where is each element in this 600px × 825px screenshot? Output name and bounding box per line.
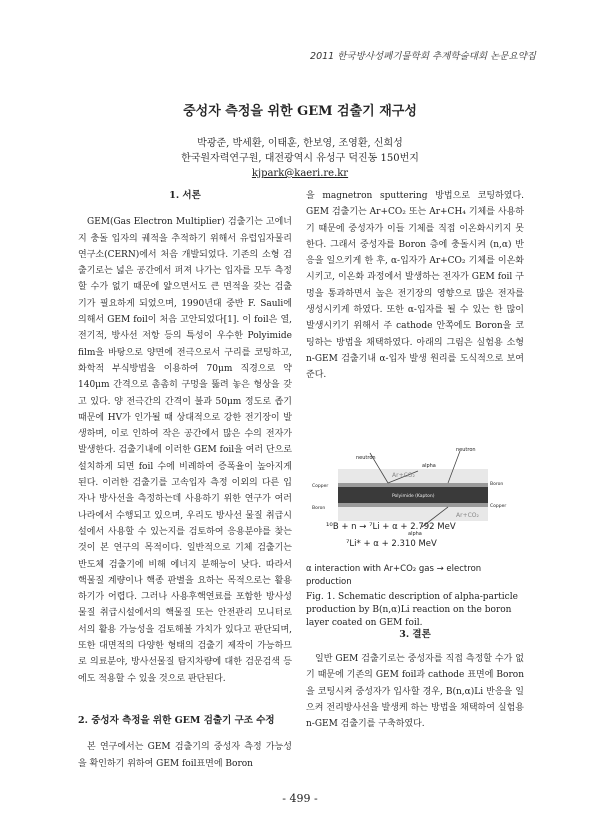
paper-title: 중성자 측정을 위한 GEM 검출기 재구성	[183, 104, 417, 119]
section-2-heading: 2. 중성자 측정을 위한 GEM 검출기 구조 수정	[78, 714, 275, 726]
page-number: - 499 -	[282, 792, 318, 805]
figure-subcaption: α interaction with Ar+CO₂ gas → electron production	[306, 564, 482, 587]
proceedings-header: 2011 한국방사성폐기물학회 추계학술대회 논문요약집	[310, 51, 536, 62]
email-link[interactable]: kjpark@kaeri.re.kr	[251, 168, 349, 179]
section-1-heading: 1. 서론	[169, 190, 201, 201]
author-block	[0, 136, 600, 181]
reaction-equation-2: ⁷Li* + α + 2.310 MeV	[346, 539, 437, 549]
section-3-body: 일반 GEM 검출기로는 중성자를 직접 측정할 수가 없기 때문에 기존의 GEM foil과 cathode 표면에 Boron을 코팅시켜 중성자가 입사할 경우, B(n,α)Li 반응을 일으켜 전리방사선을 발생케 하는 방법을 채택하여 실험용 n-GEM 검출기를 구축하였다.	[306, 654, 524, 730]
section-2-continued: 을 magnetron sputtering 방법으로 코팅하였다. GEM 검출기는 Ar+CO₂ 또는 Ar+CH₄ 기체를 사용하기 때문에 중성자가 이들 기체를 직접 이온화시키지 못한다. 그래서 중성자를 Boron 층에 충돌시켜 (n,α) 반응을 일으키게 한 후, α-입자가 Ar+CO₂ 기체를 이온화시키고, 이온화 과정에서 발생하는 전자가 GEM foil 구멍을 통과하면서 높은 전기장의 영향으로 많은 전자를 생성시키게 하였다. 또한 α-입자를 될 수 있는 한 많이 발생시키기 위해서 주 cathode 안쪽에도 Boron을 코팅하는 방법을 채택하였다. 아래의 그림은 실험용 소형 n-GEM 검출기내 α-입자 발생 원리를 도식적으로 보여준다.	[306, 191, 524, 381]
section-1-body: GEM(Gas Electron Multiplier) 검출기는 고에너지 충돌 입자의 궤적을 추적하기 위해서 유럽입자물리연구소(CERN)에서 처음 개발되었다. 기존의 소형 검출기로는 넓은 공간에서 퍼져 나가는 입자를 모두 측정할 수가 없기 때문에 얇으면서도 큰 면적을 갖는 검출기가 필요하게 되었으며, 1990년대 중반 F. Sauli에 의해서 GEM foil이 처음 고안되었다[1]. 이 foil은 열, 전기적, 방사선 저항 등의 특성이 우수한 Polyimide film을 바탕으로 양면에 전극으로서 구리를 코팅하고, 화학적 부식방법을 이용하여 70μm 직경으로 약 140μm 간격으로 촘촘히 구멍을 뚫려 놓은 형상을 갖고 있다. 양 전극간의 간격이 불과 50μm 정도로 좁기 때문에 HV가 인가될 때 상대적으로 강한 전기장이 발생하며, 이로 인하여 작은 공간에서 많은 수의 전자가 발생한다. 검출기내에 이러한 GEM foil을 여러 단으로 설치하게 되면 foil 수에 비례하여 증폭율이 높아지게 된다. 이러한 검출기를 고속입자 측정 이외의 다른 입자나 방사선을 측정하는데 사용하기 위한 연구가 여러 나라에서 수행되고 있으며, 우리도 방사선 물질 취급시설에서 사용할 수 있는지를 검토하여 응용분야를 찾는 것이 본 연구의 목적이다. 일반적으로 기체 검출기는 반도체 검출기에 비해 에너지 분해능이 낮다. 따라서 핵물질 계량이나 핵종 판별을 요하는 목적으로는 활용하기가 어렵다. 그러나 사용후핵연료를 포함한 방사성 물질 취급시설에서의 핵물질 또는 안전관리 모니터로서의 활용 가능성을 검토해볼 가치가 있다고 판단되며, 또한 대면적의 다양한 형태의 검출기 제작이 가능하므로 의료분야, 방사선물질 탐지차량에 대한 검문검색 등에도 적용할 수 있을 것으로 판단된다.	[78, 217, 292, 684]
neutron-label-left: neutron	[356, 455, 376, 461]
boron-label-bottom: Boron	[312, 506, 326, 511]
gem-foil-diagram	[310, 447, 515, 547]
affiliation: 한국원자력연구원, 대전광역시 유성구 덕진동 150번지	[181, 153, 419, 164]
copper-label-bottom: Copper	[490, 504, 507, 509]
figure-caption: Fig. 1. Schematic description of alpha-particle production by B(n,α)Li reaction on the boron layer coated on GEM foil.	[306, 592, 518, 628]
gas-label-bottom: Ar+CO₂	[456, 512, 479, 519]
copper-label-top: Copper	[312, 484, 329, 489]
alpha-label-top: alpha	[422, 463, 436, 469]
section-3-heading: 3. 결론	[399, 629, 431, 640]
copper-layer-top	[338, 483, 488, 487]
author-names: 박광준, 박세환, 이태훈, 한보영, 조영환, 신희성	[197, 138, 403, 149]
right-column	[306, 188, 524, 384]
figure-caption-block	[306, 563, 524, 630]
boron-label-top: Boron	[490, 482, 504, 487]
section-2-body: 본 연구에서는 GEM 검출기의 중성자 측정 가능성을 확인하기 위하여 GEM foil표면에 Boron	[78, 742, 292, 769]
neutron-label-right: neutron	[456, 447, 476, 453]
copper-layer-bottom	[338, 503, 488, 507]
polyimide-label: Polyimide (Kapton)	[392, 494, 435, 499]
reaction-equation-1: ¹⁰B + n → ⁷Li + α + 2.792 MeV	[326, 522, 456, 532]
alpha-label-bottom: alpha	[408, 531, 422, 537]
left-column	[78, 188, 292, 772]
gas-label-top: Ar+CO₂	[392, 472, 415, 479]
